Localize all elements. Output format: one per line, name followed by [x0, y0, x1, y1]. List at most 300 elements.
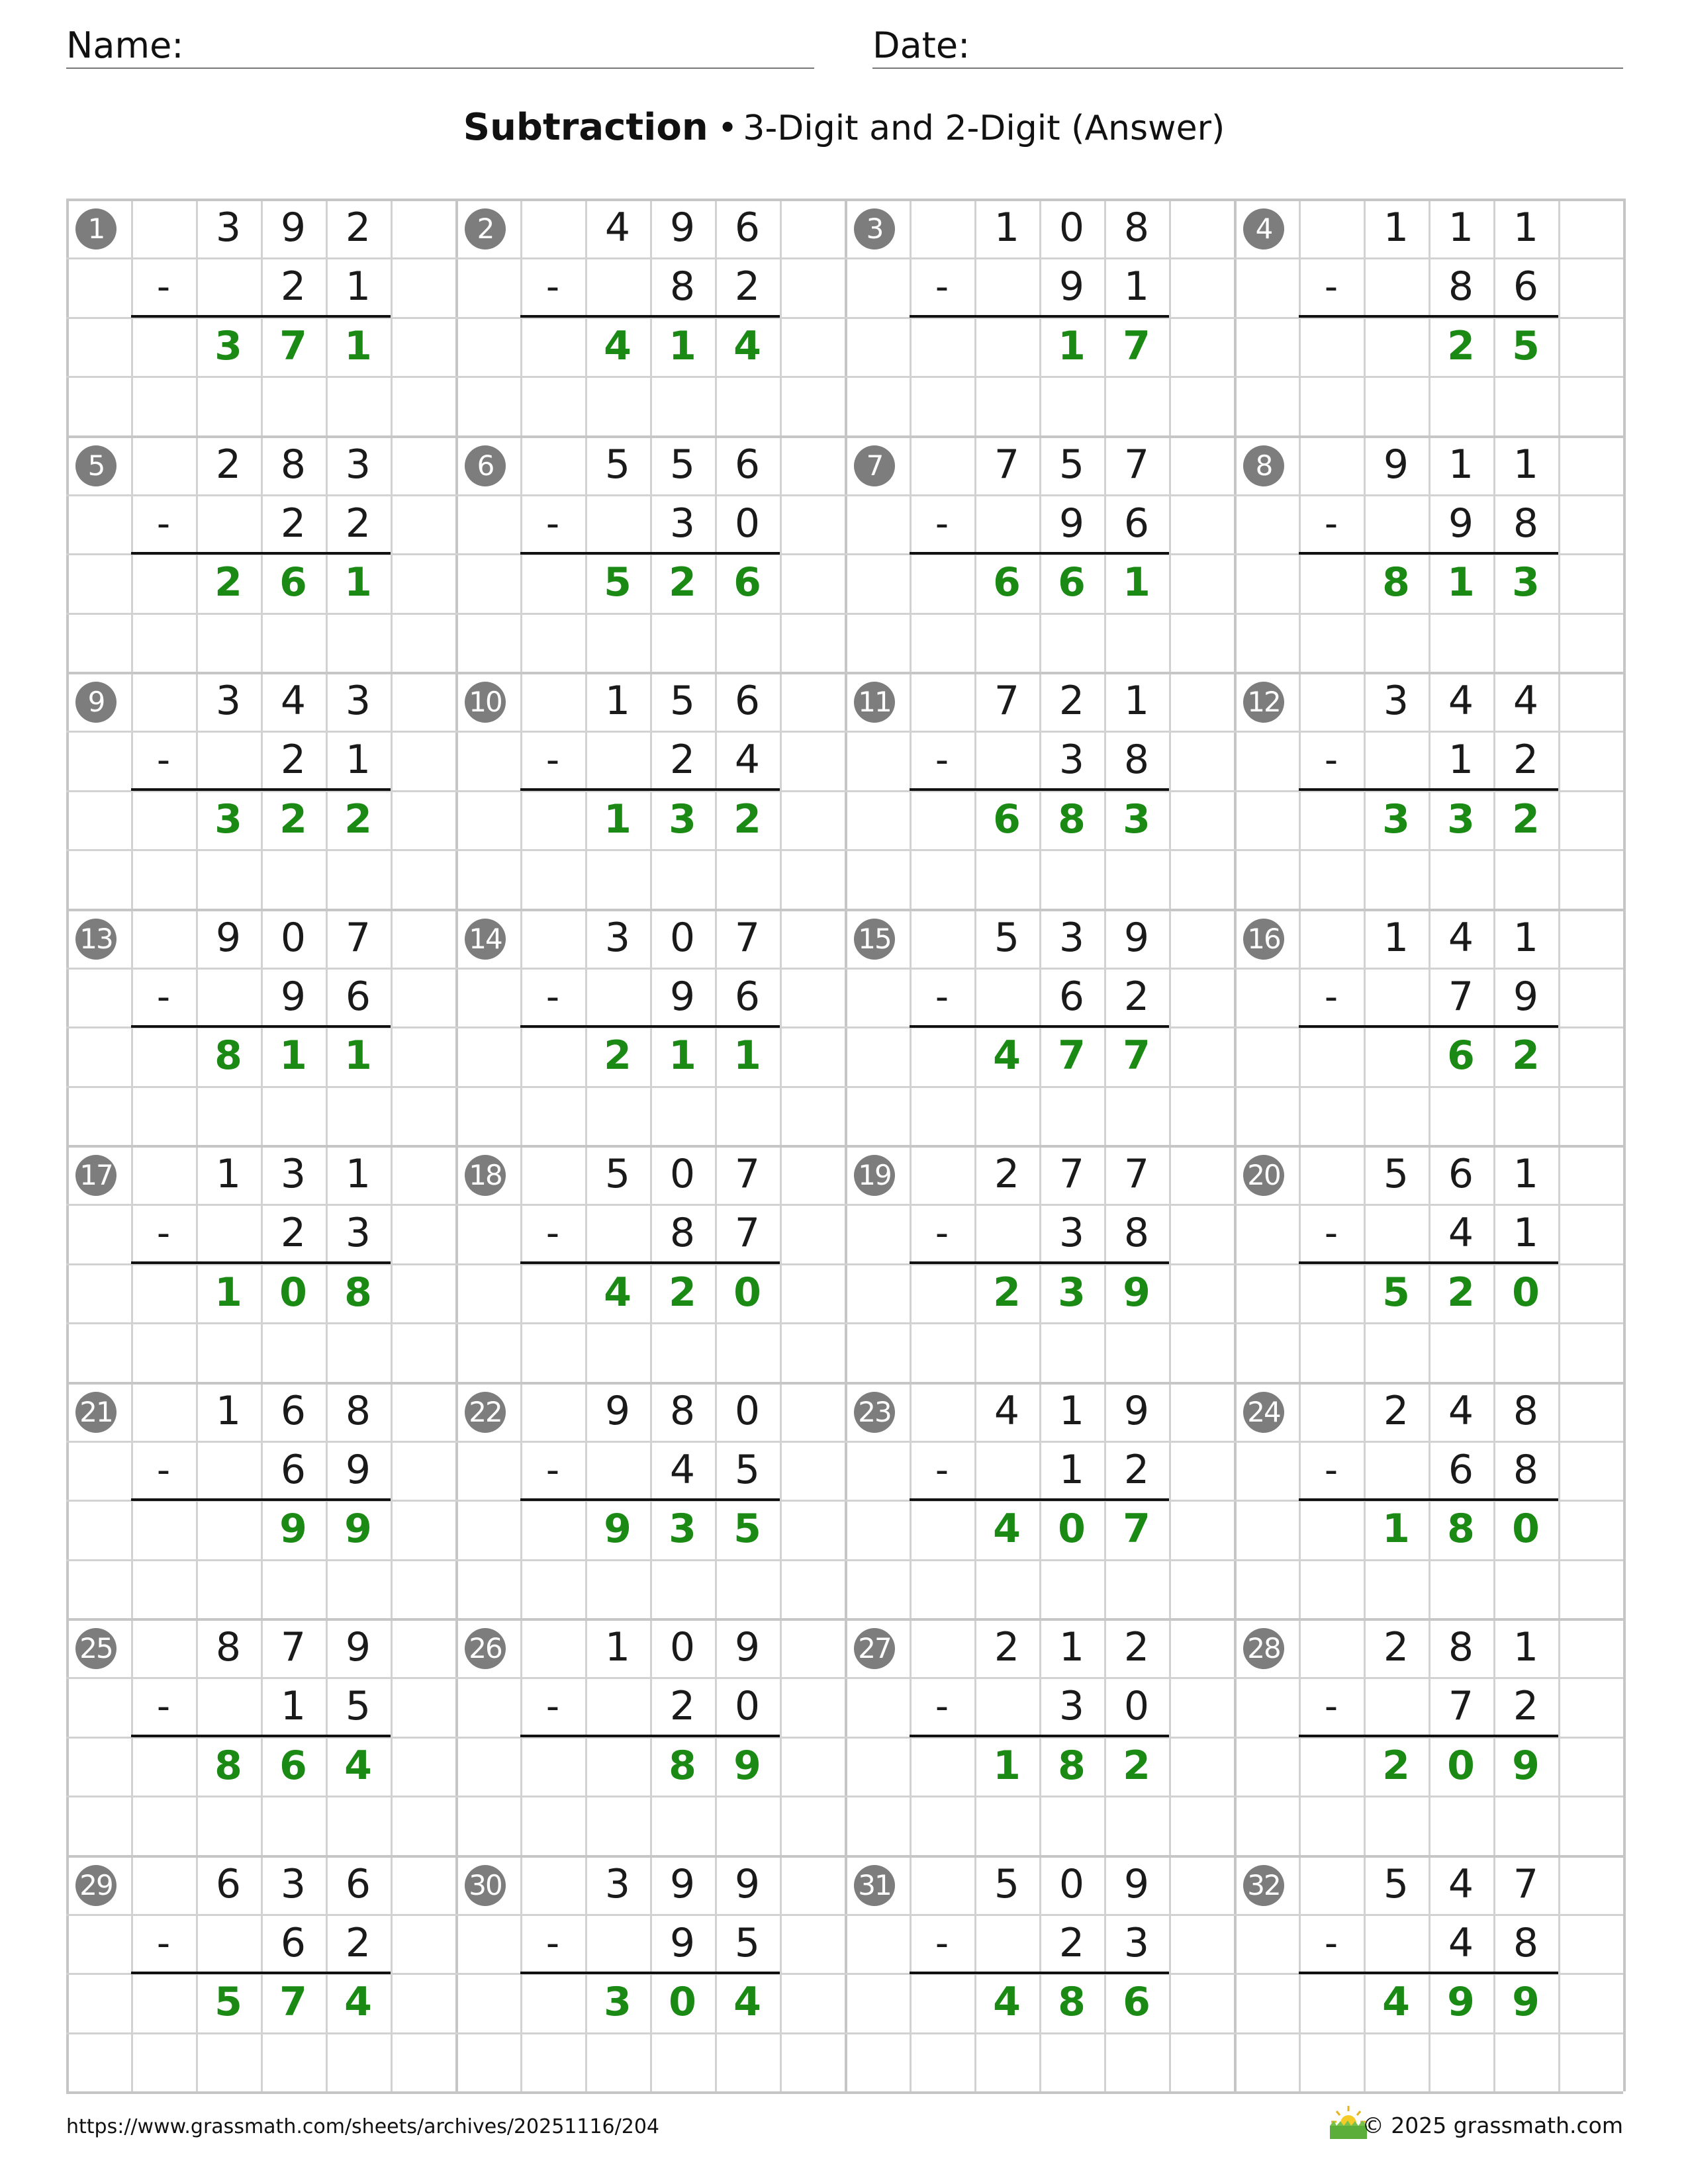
answer-digit — [196, 1500, 261, 1559]
answer-digit: 3 — [1058, 1269, 1086, 1316]
minuend-digit: 9 — [734, 1624, 761, 1670]
minuend-digit: 5 — [604, 441, 631, 488]
subtrahend-digit: 8 — [1513, 1446, 1539, 1493]
minuend-digit: 2 — [1058, 678, 1085, 724]
answer-rule — [910, 315, 1169, 318]
minuend-digit: 5 — [994, 914, 1020, 961]
answer-digit: 6 — [279, 1742, 307, 1789]
problem — [455, 1855, 845, 2092]
answer-digit: 3 — [1382, 796, 1410, 842]
problem-number-badge: 31 — [854, 1865, 895, 1906]
minuend-digit: 9 — [669, 1860, 696, 1907]
answer-digit — [1364, 1026, 1429, 1085]
problem-number-badge: 10 — [465, 682, 506, 723]
minuend-digit: 3 — [604, 914, 631, 961]
minuend-digit: 0 — [280, 914, 306, 961]
problem-number-badge: 3 — [854, 208, 895, 250]
answer-digit: 9 — [604, 1506, 632, 1553]
problem — [845, 672, 1234, 909]
minus-sign: - — [935, 502, 949, 545]
answer-digit: 2 — [1123, 1742, 1150, 1789]
answer-digit: 6 — [993, 796, 1021, 842]
minuend-digit: 7 — [1513, 1860, 1539, 1907]
minuend-digit: 5 — [604, 1151, 631, 1197]
minus-sign: - — [935, 265, 949, 308]
minuend-digit: 1 — [345, 1151, 371, 1197]
answer-digit: 2 — [993, 1269, 1021, 1316]
answer-rule — [1299, 1972, 1558, 1974]
answer-rule — [910, 1972, 1169, 1974]
answer-digit: 0 — [279, 1269, 307, 1316]
minuend-digit: 4 — [1448, 1387, 1474, 1434]
minuend-digit: 4 — [1448, 1860, 1474, 1907]
answer-digit: 4 — [1382, 1979, 1410, 2026]
problem-number-badge: 9 — [75, 682, 117, 723]
answer-digit: 4 — [344, 1742, 372, 1789]
subtrahend-digit: 3 — [345, 1210, 371, 1257]
answer-digit: 0 — [733, 1269, 761, 1316]
minuend-digit: 9 — [345, 1624, 371, 1670]
minuend-digit: 9 — [1123, 914, 1150, 961]
answer-rule — [910, 788, 1169, 791]
answer-digit: 3 — [1123, 796, 1150, 842]
answer-digit — [585, 1737, 650, 1796]
minuend-digit: 2 — [994, 1624, 1020, 1670]
subtrahend-digit: 0 — [1123, 1683, 1150, 1730]
subtrahend-digit — [196, 1677, 261, 1736]
subtrahend-digit: 9 — [1513, 973, 1539, 1020]
problem-number-badge: 28 — [1243, 1628, 1284, 1669]
subtrahend-digit: 4 — [734, 737, 761, 784]
minus-sign: - — [545, 975, 560, 1019]
subtrahend-digit: 1 — [280, 1683, 306, 1730]
problem — [455, 435, 845, 672]
subtrahend-digit — [1364, 257, 1429, 316]
problem — [455, 199, 845, 435]
problem-number-badge: 32 — [1243, 1865, 1284, 1906]
subtrahend-digit — [196, 1204, 261, 1263]
subtrahend-digit — [196, 494, 261, 553]
problem-number-badge: 2 — [465, 208, 506, 250]
subtrahend-digit: 2 — [1123, 973, 1150, 1020]
problem — [1234, 199, 1623, 435]
subtrahend-digit: 7 — [734, 1210, 761, 1257]
answer-digit: 3 — [214, 322, 242, 369]
minus-sign: - — [156, 739, 171, 782]
subtrahend-digit: 6 — [734, 973, 761, 1020]
minus-sign: - — [1324, 1921, 1338, 1965]
minuend-digit: 2 — [215, 441, 242, 488]
minuend-digit: 3 — [215, 678, 242, 724]
answer-digit: 4 — [993, 1979, 1021, 2026]
answer-digit: 8 — [1058, 1979, 1086, 2026]
problem-number-badge: 1 — [75, 208, 117, 250]
problem-number-badge: 5 — [75, 445, 117, 486]
minus-sign: - — [935, 739, 949, 782]
minuend-digit: 0 — [1058, 205, 1085, 251]
answer-digit: 6 — [1123, 1979, 1150, 2026]
minuend-digit: 3 — [280, 1860, 306, 1907]
minuend-digit: 5 — [1383, 1860, 1409, 1907]
minus-sign: - — [545, 502, 560, 545]
minus-sign: - — [935, 975, 949, 1019]
problem — [66, 435, 455, 672]
subtrahend-digit: 2 — [734, 263, 761, 310]
subtrahend-digit: 5 — [734, 1919, 761, 1966]
answer-digit: 8 — [1058, 1742, 1086, 1789]
problem — [1234, 435, 1623, 672]
minuend-digit: 1 — [1448, 205, 1474, 251]
answer-rule — [1299, 1025, 1558, 1028]
answer-digit: 1 — [344, 322, 372, 369]
problem-number-badge: 14 — [465, 919, 506, 960]
minus-sign: - — [156, 502, 171, 545]
answer-digit: 0 — [669, 1979, 696, 2026]
minuend-digit: 1 — [1058, 1387, 1085, 1434]
subtrahend-digit: 7 — [1448, 973, 1474, 1020]
subtrahend-digit — [974, 1914, 1039, 1973]
minuend-digit: 6 — [215, 1860, 242, 1907]
minus-sign: - — [156, 975, 171, 1019]
minuend-digit: 4 — [1448, 914, 1474, 961]
minuend-digit: 8 — [215, 1624, 242, 1670]
minuend-digit: 8 — [669, 1387, 696, 1434]
problem — [845, 909, 1234, 1146]
problem-number-badge: 7 — [854, 445, 895, 486]
problem-number-badge: 24 — [1243, 1392, 1284, 1433]
answer-digit: 1 — [669, 322, 696, 369]
minus-sign: - — [1324, 1212, 1338, 1255]
answer-digit: 5 — [733, 1506, 761, 1553]
answer-rule — [520, 315, 780, 318]
minuend-digit: 0 — [669, 1624, 696, 1670]
problem — [1234, 1382, 1623, 1619]
answer-digit: 1 — [1058, 322, 1086, 369]
answer-digit: 6 — [993, 559, 1021, 606]
minuend-digit: 1 — [1513, 1624, 1539, 1670]
subtrahend-digit: 3 — [669, 500, 696, 547]
answer-digit: 1 — [1382, 1506, 1410, 1553]
subtrahend-digit: 3 — [1058, 1683, 1085, 1730]
problem — [1234, 909, 1623, 1146]
minus-sign: - — [545, 1685, 560, 1728]
answer-digit: 4 — [604, 1269, 632, 1316]
subtrahend-digit: 1 — [345, 737, 371, 784]
answer-digit: 9 — [1512, 1742, 1540, 1789]
subtrahend-digit — [585, 1441, 650, 1500]
problem-number-badge: 25 — [75, 1628, 117, 1669]
minus-sign: - — [1324, 1448, 1338, 1492]
minuend-digit: 6 — [734, 441, 761, 488]
subtrahend-digit — [974, 494, 1039, 553]
subtrahend-digit: 6 — [345, 973, 371, 1020]
answer-digit: 5 — [604, 559, 632, 606]
problem — [455, 672, 845, 909]
minuend-digit: 1 — [1513, 914, 1539, 961]
answer-digit: 1 — [344, 1032, 372, 1079]
answer-digit: 1 — [214, 1269, 242, 1316]
minuend-digit: 2 — [345, 205, 371, 251]
subtrahend-digit — [196, 968, 261, 1026]
subtrahend-digit: 2 — [280, 500, 306, 547]
problem — [66, 1145, 455, 1382]
answer-digit: 6 — [1447, 1032, 1475, 1079]
minuend-digit: 0 — [1058, 1860, 1085, 1907]
minus-sign: - — [935, 1212, 949, 1255]
problem-number-badge: 15 — [854, 919, 895, 960]
minuend-digit: 1 — [215, 1387, 242, 1434]
problem-number-badge: 21 — [75, 1392, 117, 1433]
minuend-digit: 6 — [345, 1860, 371, 1907]
answer-digit: 2 — [344, 796, 372, 842]
subtrahend-digit: 9 — [280, 973, 306, 1020]
answer-digit: 1 — [279, 1032, 307, 1079]
minus-sign: - — [1324, 1685, 1338, 1728]
answer-digit: 3 — [604, 1979, 632, 2026]
problem — [66, 1855, 455, 2092]
minuend-digit: 2 — [1383, 1624, 1409, 1670]
subtrahend-digit: 1 — [1513, 1210, 1539, 1257]
subtrahend-digit — [585, 731, 650, 790]
date-line — [872, 68, 1623, 69]
answer-rule — [1299, 1498, 1558, 1501]
answer-rule — [131, 552, 391, 555]
subtrahend-digit: 2 — [280, 1210, 306, 1257]
minuend-digit: 9 — [215, 914, 242, 961]
minus-sign: - — [545, 1212, 560, 1255]
subtrahend-digit: 9 — [345, 1446, 371, 1493]
minuend-digit: 3 — [280, 1151, 306, 1197]
subtrahend-digit — [974, 1441, 1039, 1500]
minus-sign: - — [1324, 265, 1338, 308]
answer-digit: 8 — [1447, 1506, 1475, 1553]
problem — [66, 1618, 455, 1855]
answer-digit: 9 — [279, 1506, 307, 1553]
minuend-digit: 7 — [734, 1151, 761, 1197]
answer-digit: 8 — [344, 1269, 372, 1316]
subtrahend-digit: 5 — [345, 1683, 371, 1730]
subtrahend-digit — [974, 968, 1039, 1026]
answer-digit: 2 — [1447, 322, 1475, 369]
answer-digit: 2 — [669, 559, 696, 606]
minuend-digit: 1 — [1448, 441, 1474, 488]
answer-rule — [131, 1025, 391, 1028]
subtrahend-digit: 3 — [1058, 737, 1085, 784]
subtrahend-digit: 8 — [1513, 500, 1539, 547]
subtrahend-digit — [1364, 731, 1429, 790]
minuend-digit: 4 — [1513, 678, 1539, 724]
answer-digit: 9 — [344, 1506, 372, 1553]
minuend-digit: 1 — [1513, 205, 1539, 251]
answer-digit: 2 — [279, 796, 307, 842]
problem — [1234, 1618, 1623, 1855]
subtrahend-digit: 8 — [1448, 263, 1474, 310]
problem — [845, 1382, 1234, 1619]
name-field — [66, 25, 814, 69]
answer-digit: 5 — [214, 1979, 242, 2026]
minus-sign: - — [1324, 975, 1338, 1019]
subtrahend-digit — [974, 257, 1039, 316]
answer-digit: 1 — [1123, 559, 1150, 606]
subtrahend-digit — [585, 1677, 650, 1736]
answer-digit: 3 — [669, 796, 696, 842]
subtrahend-digit: 7 — [1448, 1683, 1474, 1730]
subtrahend-digit: 0 — [734, 1683, 761, 1730]
minuend-digit: 0 — [669, 1151, 696, 1197]
minuend-digit: 4 — [280, 678, 306, 724]
subtrahend-digit: 9 — [1058, 263, 1085, 310]
problem-number-badge: 22 — [465, 1392, 506, 1433]
subtrahend-digit: 9 — [669, 1919, 696, 1966]
answer-rule — [910, 1261, 1169, 1264]
subtrahend-digit — [1364, 968, 1429, 1026]
subtrahend-digit: 6 — [1058, 973, 1085, 1020]
problem-number-badge: 6 — [465, 445, 506, 486]
subtrahend-digit — [585, 1914, 650, 1973]
answer-digit: 5 — [1382, 1269, 1410, 1316]
answer-digit: 1 — [344, 559, 372, 606]
subtrahend-digit: 9 — [1448, 500, 1474, 547]
answer-digit: 7 — [1123, 1506, 1150, 1553]
answer-digit: 5 — [1512, 322, 1540, 369]
minuend-digit: 7 — [345, 914, 371, 961]
subtrahend-digit — [974, 1677, 1039, 1736]
minuend-digit: 7 — [734, 914, 761, 961]
answer-digit: 7 — [1123, 1032, 1150, 1079]
worksheet-grid — [66, 199, 1623, 2091]
answer-digit: 2 — [669, 1269, 696, 1316]
subtrahend-digit — [196, 257, 261, 316]
minus-sign: - — [156, 265, 171, 308]
answer-rule — [131, 1735, 391, 1737]
answer-digit: 9 — [1123, 1269, 1150, 1316]
grid-line-vertical — [1623, 199, 1626, 2091]
answer-rule — [131, 315, 391, 318]
answer-digit: 9 — [733, 1742, 761, 1789]
subtrahend-digit: 2 — [345, 500, 371, 547]
minuend-digit: 8 — [1448, 1624, 1474, 1670]
answer-digit — [974, 317, 1039, 376]
problem-number-badge: 12 — [1243, 682, 1284, 723]
minus-sign: - — [1324, 739, 1338, 782]
problem-number-badge: 11 — [854, 682, 895, 723]
answer-digit — [1364, 317, 1429, 376]
minuend-digit: 1 — [1123, 678, 1150, 724]
answer-rule — [1299, 552, 1558, 555]
answer-digit: 3 — [214, 796, 242, 842]
answer-digit: 4 — [733, 1979, 761, 2026]
grid-line-horizontal — [66, 2091, 1623, 2094]
minuend-digit: 1 — [1513, 441, 1539, 488]
answer-digit: 2 — [604, 1032, 632, 1079]
answer-rule — [910, 1025, 1169, 1028]
problem-number-badge: 26 — [465, 1628, 506, 1669]
answer-rule — [131, 1498, 391, 1501]
problem-number-badge: 20 — [1243, 1155, 1284, 1196]
answer-rule — [1299, 1261, 1558, 1264]
subtrahend-digit: 6 — [1513, 263, 1539, 310]
problem — [66, 1382, 455, 1619]
answer-digit: 0 — [1447, 1742, 1475, 1789]
minuend-digit: 3 — [345, 441, 371, 488]
answer-digit: 4 — [604, 322, 632, 369]
answer-digit: 9 — [1512, 1979, 1540, 2026]
answer-digit: 2 — [1447, 1269, 1475, 1316]
answer-rule — [520, 1261, 780, 1264]
title-subtitle: 3-Digit and 2-Digit (Answer) — [743, 109, 1225, 148]
minuend-digit: 5 — [994, 1860, 1020, 1907]
minuend-digit: 3 — [345, 678, 371, 724]
minuend-digit: 1 — [994, 205, 1020, 251]
answer-digit: 6 — [733, 559, 761, 606]
answer-digit: 0 — [1512, 1269, 1540, 1316]
problem-number-badge: 13 — [75, 919, 117, 960]
subtrahend-digit: 1 — [1058, 1446, 1085, 1493]
subtrahend-digit — [196, 1914, 261, 1973]
answer-digit: 8 — [1382, 559, 1410, 606]
minuend-digit: 2 — [994, 1151, 1020, 1197]
problem — [845, 1855, 1234, 2092]
subtrahend-digit — [974, 731, 1039, 790]
answer-digit: 1 — [604, 796, 632, 842]
minuend-digit: 1 — [604, 678, 631, 724]
minuend-digit: 6 — [734, 205, 761, 251]
subtrahend-digit: 3 — [1123, 1919, 1150, 1966]
answer-digit: 2 — [1512, 1032, 1540, 1079]
minuend-digit: 5 — [669, 441, 696, 488]
subtrahend-digit: 2 — [345, 1919, 371, 1966]
minuend-digit: 5 — [669, 678, 696, 724]
problem — [1234, 672, 1623, 909]
minuend-digit: 4 — [604, 205, 631, 251]
answer-digit: 3 — [669, 1506, 696, 1553]
subtrahend-digit — [1364, 1441, 1429, 1500]
minus-sign: - — [935, 1921, 949, 1965]
subtrahend-digit — [1364, 1914, 1429, 1973]
problem — [1234, 1855, 1623, 2092]
minuend-digit: 9 — [1123, 1860, 1150, 1907]
minuend-digit: 3 — [215, 205, 242, 251]
subtrahend-digit: 8 — [1123, 737, 1150, 784]
minus-sign: - — [156, 1921, 171, 1965]
subtrahend-digit — [585, 257, 650, 316]
subtrahend-digit — [196, 731, 261, 790]
answer-rule — [520, 1498, 780, 1501]
subtrahend-digit: 1 — [1448, 737, 1474, 784]
name-label: Name: — [66, 24, 184, 66]
name-line — [66, 68, 814, 69]
subtrahend-digit: 5 — [734, 1446, 761, 1493]
problem-number-badge: 23 — [854, 1392, 895, 1433]
title-main: Subtraction — [463, 106, 708, 149]
problem — [66, 909, 455, 1146]
problem-number-badge: 17 — [75, 1155, 117, 1196]
subtrahend-digit: 6 — [280, 1446, 306, 1493]
minuend-digit: 6 — [1448, 1151, 1474, 1197]
subtrahend-digit: 8 — [669, 1210, 696, 1257]
answer-rule — [1299, 315, 1558, 318]
minuend-digit: 9 — [1383, 441, 1409, 488]
answer-digit: 1 — [993, 1742, 1021, 1789]
answer-digit: 9 — [1447, 1979, 1475, 2026]
problem — [1234, 1145, 1623, 1382]
minuend-digit: 3 — [1058, 914, 1085, 961]
problem-number-badge: 16 — [1243, 919, 1284, 960]
minuend-digit: 9 — [1123, 1387, 1150, 1434]
answer-digit: 4 — [733, 322, 761, 369]
answer-digit: 0 — [1058, 1506, 1086, 1553]
minus-sign: - — [156, 1685, 171, 1728]
